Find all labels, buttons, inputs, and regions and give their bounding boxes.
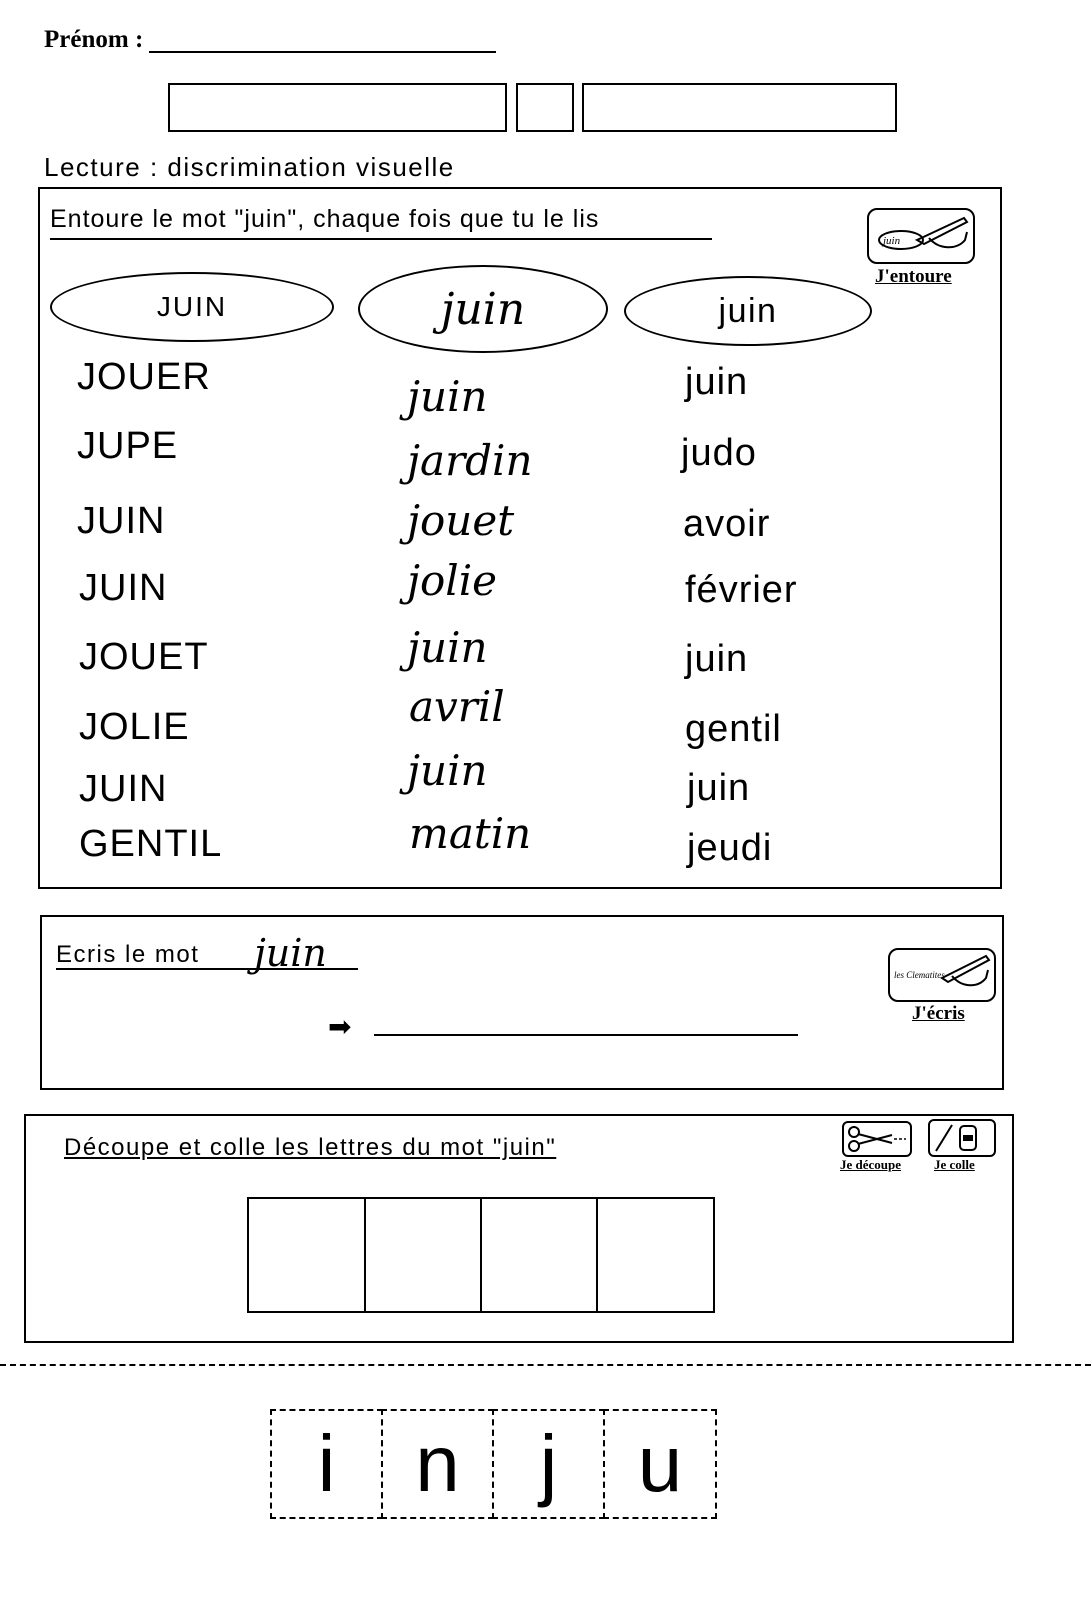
entoure-icon-caption: J'entoure xyxy=(875,266,952,287)
cutout-letter-4[interactable]: u xyxy=(603,1409,717,1519)
word-upper-4[interactable]: JUIN xyxy=(79,567,168,609)
word-lower-3[interactable]: avoir xyxy=(683,503,771,545)
word-cursive-1[interactable]: juin xyxy=(407,372,488,421)
arrow-icon: ➡ xyxy=(328,1010,352,1043)
cut-icon-caption: Je découpe xyxy=(840,1157,902,1172)
date-box-day[interactable] xyxy=(168,83,507,132)
model-oval-lower xyxy=(624,276,872,346)
entoure-icon-frame xyxy=(867,208,975,264)
word-upper-2[interactable]: JUPE xyxy=(77,425,179,467)
section-ecris xyxy=(40,915,1004,1090)
hand-writing-icon xyxy=(869,210,973,262)
cutout-letter-3[interactable]: j xyxy=(492,1409,605,1519)
paste-cell-3[interactable] xyxy=(480,1197,598,1313)
glue-icon-frame xyxy=(928,1119,996,1157)
word-upper-8[interactable]: GENTIL xyxy=(79,823,223,865)
word-lower-4[interactable]: février xyxy=(685,569,798,611)
word-upper-3[interactable]: JUIN xyxy=(77,500,166,542)
section-ecris-word: juin xyxy=(254,931,327,975)
model-oval-cursive xyxy=(358,265,608,353)
word-upper-6[interactable]: JOLIE xyxy=(79,706,190,748)
date-box-month[interactable] xyxy=(582,83,897,132)
date-box-number[interactable] xyxy=(516,83,574,132)
word-lower-5[interactable]: juin xyxy=(685,638,749,680)
model-cursive-word: juin xyxy=(440,283,526,335)
section-entoure-instruction: Entoure le mot "juin", chaque fois que tu le lis xyxy=(50,205,600,233)
model-lower-word: juin xyxy=(718,291,778,330)
word-cursive-2[interactable]: jardin xyxy=(407,436,533,485)
svg-text:juin: juin xyxy=(883,235,901,247)
prenom-field[interactable] xyxy=(149,26,496,53)
scissors-icon xyxy=(844,1123,910,1155)
word-upper-7[interactable]: JUIN xyxy=(79,768,168,810)
paste-cell-2[interactable] xyxy=(364,1197,482,1313)
word-cursive-5[interactable]: juin xyxy=(407,623,488,672)
glue-icon xyxy=(930,1121,994,1155)
paste-cell-4[interactable] xyxy=(596,1197,715,1313)
word-cursive-3[interactable]: jouet xyxy=(407,496,515,545)
word-upper-1[interactable]: JOUER xyxy=(77,356,211,398)
word-cursive-6[interactable]: avril xyxy=(409,682,505,731)
write-line[interactable] xyxy=(374,1033,798,1036)
word-lower-6[interactable]: gentil xyxy=(685,708,782,750)
word-lower-7[interactable]: juin xyxy=(687,767,751,809)
model-oval-upper xyxy=(50,272,334,342)
word-cursive-7[interactable]: juin xyxy=(407,746,488,795)
word-cursive-4[interactable]: jolie xyxy=(407,556,498,605)
section-decoupe xyxy=(24,1114,1014,1343)
svg-text:les Clematites: les Clematites xyxy=(894,970,945,980)
word-cursive-8[interactable]: matin xyxy=(409,809,532,858)
word-lower-2[interactable]: judo xyxy=(681,432,757,474)
ecris-icon-caption: J'écris xyxy=(912,1003,965,1024)
section-entoure xyxy=(38,187,1002,889)
word-lower-1[interactable]: juin xyxy=(685,361,749,403)
section-ecris-instruction: Ecris le mot xyxy=(56,941,200,968)
hand-writing-icon xyxy=(890,950,994,1000)
glue-icon-caption: Je colle xyxy=(934,1157,975,1172)
cutout-letter-1[interactable]: i xyxy=(270,1409,383,1519)
page-subtitle: Lecture : discrimination visuelle xyxy=(44,152,455,182)
section-decoupe-instruction: Découpe et colle les lettres du mot "juin" xyxy=(64,1134,557,1161)
cut-icon-frame xyxy=(842,1121,912,1157)
instruction-underline xyxy=(50,237,712,240)
word-upper-5[interactable]: JOUET xyxy=(79,636,209,678)
paste-cell-1[interactable] xyxy=(247,1197,366,1313)
word-lower-8[interactable]: jeudi xyxy=(687,827,773,869)
cutout-letter-2[interactable]: n xyxy=(381,1409,494,1519)
ecris-icon-frame xyxy=(888,948,996,1002)
cut-line xyxy=(0,1364,1091,1366)
section-ecris-underline xyxy=(56,967,358,970)
prenom-label: Prénom : xyxy=(44,26,144,53)
model-upper-word: JUIN xyxy=(156,291,228,322)
